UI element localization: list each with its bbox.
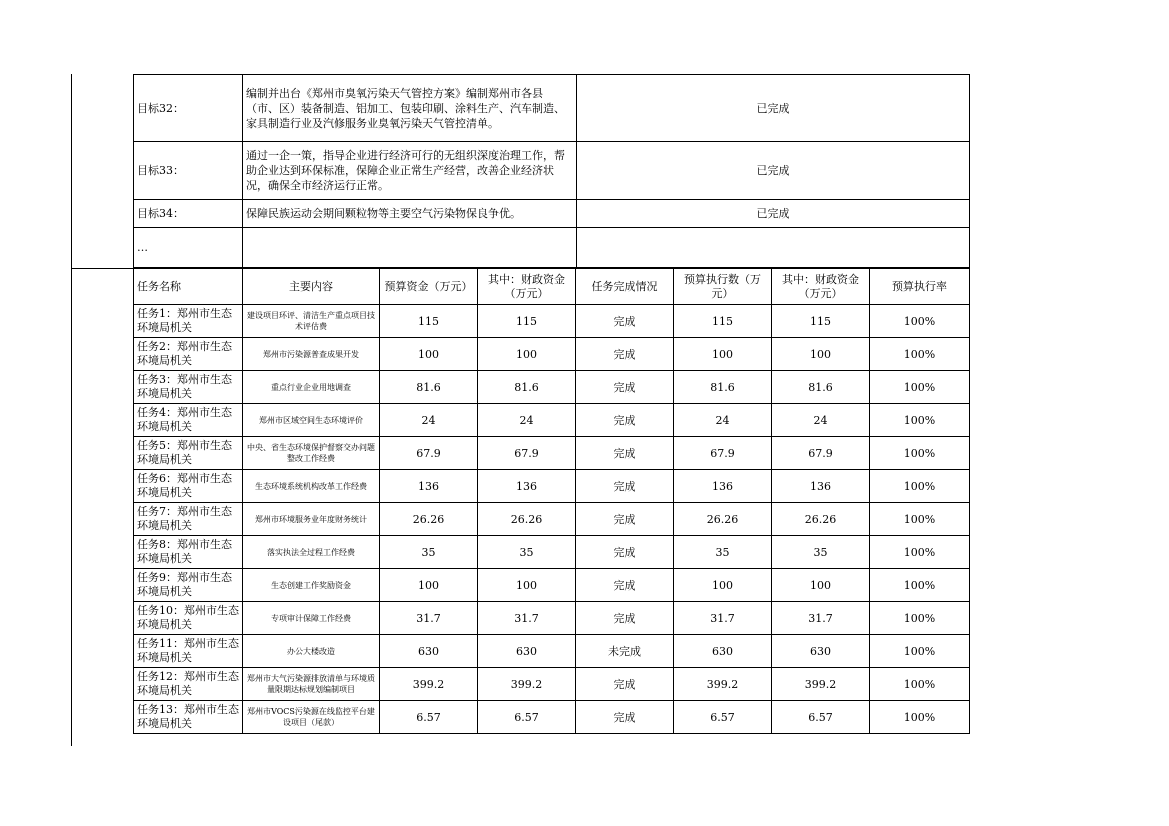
task-exec: 67.9 [674, 437, 772, 470]
goal-status: 已完成 [577, 142, 970, 200]
task-exec-fiscal: 399.2 [772, 668, 870, 701]
task-completion: 完成 [576, 503, 674, 536]
task-name: 任务12：郑州市生态环境局机关 [134, 668, 243, 701]
task-content: 郑州市VOCS污染源在线监控平台建设项目（尾款） [243, 701, 380, 734]
task-row [134, 503, 970, 536]
goal-status: 已完成 [577, 200, 970, 228]
goal-status: 已完成 [577, 75, 970, 142]
task-fiscal: 399.2 [478, 668, 576, 701]
task-budget: 630 [380, 635, 478, 668]
goal-row [134, 200, 970, 228]
task-row [134, 305, 970, 338]
task-name: 任务2：郑州市生态环境局机关 [134, 338, 243, 371]
task-name: 任务11：郑州市生态环境局机关 [134, 635, 243, 668]
task-name: 任务9：郑州市生态环境局机关 [134, 569, 243, 602]
task-row [134, 602, 970, 635]
task-rate: 100% [870, 503, 970, 536]
task-exec-fiscal: 630 [772, 635, 870, 668]
task-rate: 100% [870, 701, 970, 734]
task-content: 重点行业企业用地调查 [243, 371, 380, 404]
task-exec-fiscal: 100 [772, 569, 870, 602]
task-header-row [134, 269, 970, 305]
task-row [134, 338, 970, 371]
task-content: 专项审计保障工作经费 [243, 602, 380, 635]
task-fiscal: 35 [478, 536, 576, 569]
task-fiscal: 31.7 [478, 602, 576, 635]
task-exec-fiscal: 136 [772, 470, 870, 503]
task-completion: 完成 [576, 536, 674, 569]
task-fiscal: 67.9 [478, 437, 576, 470]
header-content: 主要内容 [243, 269, 380, 305]
task-budget: 35 [380, 536, 478, 569]
task-fiscal: 115 [478, 305, 576, 338]
task-exec: 100 [674, 338, 772, 371]
task-budget: 24 [380, 404, 478, 437]
task-completion: 完成 [576, 371, 674, 404]
task-rate: 100% [870, 470, 970, 503]
task-content: 生态创建工作奖励资金 [243, 569, 380, 602]
task-content: 生态环境系统机构改革工作经费 [243, 470, 380, 503]
task-exec: 136 [674, 470, 772, 503]
task-fiscal: 6.57 [478, 701, 576, 734]
task-budget: 6.57 [380, 701, 478, 734]
task-row [134, 437, 970, 470]
task-exec-fiscal: 31.7 [772, 602, 870, 635]
goal-content: 保障民族运动会期间颗粒物等主要空气污染物保良争优。 [243, 200, 577, 228]
task-name: 任务4：郑州市生态环境局机关 [134, 404, 243, 437]
task-name: 任务3：郑州市生态环境局机关 [134, 371, 243, 404]
goal-label: 目标32： [134, 75, 243, 142]
goal-label: … [134, 228, 243, 268]
task-name: 任务6：郑州市生态环境局机关 [134, 470, 243, 503]
task-rate: 100% [870, 305, 970, 338]
task-completion: 完成 [576, 668, 674, 701]
task-rate: 100% [870, 437, 970, 470]
goal-row [134, 142, 970, 200]
task-content: 落实执法全过程工作经费 [243, 536, 380, 569]
task-exec: 31.7 [674, 602, 772, 635]
task-budget: 67.9 [380, 437, 478, 470]
section-divider-line [71, 268, 133, 269]
task-completion: 完成 [576, 470, 674, 503]
goal-label: 目标34： [134, 200, 243, 228]
task-row [134, 371, 970, 404]
task-row [134, 569, 970, 602]
task-budget: 81.6 [380, 371, 478, 404]
task-name: 任务1：郑州市生态环境局机关 [134, 305, 243, 338]
task-budget: 115 [380, 305, 478, 338]
task-exec-fiscal: 67.9 [772, 437, 870, 470]
task-rate: 100% [870, 536, 970, 569]
task-content: 建设项目环评、清洁生产重点项目技术评估费 [243, 305, 380, 338]
task-content: 郑州市大气污染源排放清单与环境质量限期达标规划编制项目 [243, 668, 380, 701]
task-fiscal: 81.6 [478, 371, 576, 404]
goal-content [243, 228, 577, 268]
task-exec: 35 [674, 536, 772, 569]
task-completion: 完成 [576, 602, 674, 635]
task-exec-fiscal: 6.57 [772, 701, 870, 734]
task-budget: 100 [380, 569, 478, 602]
header-rate: 预算执行率 [870, 269, 970, 305]
header-task-name: 任务名称 [134, 269, 243, 305]
task-completion: 完成 [576, 701, 674, 734]
task-row [134, 635, 970, 668]
task-completion: 完成 [576, 338, 674, 371]
task-rate: 100% [870, 602, 970, 635]
header-exec-fiscal: 其中：财政资金（万元） [772, 269, 870, 305]
task-content: 中央、省生态环境保护督察交办问题整改工作经费 [243, 437, 380, 470]
task-rate: 100% [870, 371, 970, 404]
header-exec: 预算执行数（万元） [674, 269, 772, 305]
task-exec-fiscal: 24 [772, 404, 870, 437]
task-content: 办公大楼改造 [243, 635, 380, 668]
task-completion: 完成 [576, 437, 674, 470]
task-exec: 24 [674, 404, 772, 437]
task-exec-fiscal: 115 [772, 305, 870, 338]
header-fiscal: 其中：财政资金（万元） [478, 269, 576, 305]
task-exec: 115 [674, 305, 772, 338]
task-name: 任务7：郑州市生态环境局机关 [134, 503, 243, 536]
task-row [134, 668, 970, 701]
task-row [134, 536, 970, 569]
task-name: 任务5：郑州市生态环境局机关 [134, 437, 243, 470]
task-content: 郑州市环境服务业年度财务统计 [243, 503, 380, 536]
task-content: 郑州市污染源普查成果开发 [243, 338, 380, 371]
task-fiscal: 26.26 [478, 503, 576, 536]
task-fiscal: 630 [478, 635, 576, 668]
task-exec-fiscal: 26.26 [772, 503, 870, 536]
goal-row [134, 228, 970, 268]
goal-content: 通过一企一策，指导企业进行经济可行的无组织深度治理工作，帮助企业达到环保标准，保障企业正常生产经营，改善企业经济状况，确保全市经济运行正常。 [243, 142, 577, 200]
goals-table [133, 74, 970, 268]
task-rate: 100% [870, 569, 970, 602]
task-row [134, 701, 970, 734]
task-budget: 100 [380, 338, 478, 371]
task-exec: 26.26 [674, 503, 772, 536]
task-exec: 6.57 [674, 701, 772, 734]
left-border-line [71, 74, 72, 746]
task-rate: 100% [870, 635, 970, 668]
task-rate: 100% [870, 404, 970, 437]
task-content: 郑州市区域空间生态环境评价 [243, 404, 380, 437]
task-fiscal: 100 [478, 338, 576, 371]
task-fiscal: 100 [478, 569, 576, 602]
task-completion: 完成 [576, 305, 674, 338]
task-row [134, 470, 970, 503]
task-exec: 399.2 [674, 668, 772, 701]
goal-row [134, 75, 970, 142]
task-budget: 399.2 [380, 668, 478, 701]
header-completion: 任务完成情况 [576, 269, 674, 305]
task-fiscal: 136 [478, 470, 576, 503]
task-exec: 81.6 [674, 371, 772, 404]
task-fiscal: 24 [478, 404, 576, 437]
task-rate: 100% [870, 338, 970, 371]
task-exec-fiscal: 100 [772, 338, 870, 371]
task-rate: 100% [870, 668, 970, 701]
task-budget: 26.26 [380, 503, 478, 536]
task-completion: 完成 [576, 569, 674, 602]
goal-status [577, 228, 970, 268]
goal-content: 编制并出台《郑州市臭氧污染天气管控方案》编制郑州市各县（市、区）装备制造、铝加工、包装印刷、涂料生产、汽车制造、家具制造行业及汽修服务业臭氧污染天气管控清单。 [243, 75, 577, 142]
task-exec-fiscal: 35 [772, 536, 870, 569]
tasks-table [133, 268, 970, 734]
task-name: 任务8：郑州市生态环境局机关 [134, 536, 243, 569]
task-completion: 完成 [576, 404, 674, 437]
task-row [134, 404, 970, 437]
task-completion: 未完成 [576, 635, 674, 668]
goal-label: 目标33： [134, 142, 243, 200]
task-exec-fiscal: 81.6 [772, 371, 870, 404]
task-budget: 31.7 [380, 602, 478, 635]
task-name: 任务13：郑州市生态环境局机关 [134, 701, 243, 734]
task-budget: 136 [380, 470, 478, 503]
task-name: 任务10：郑州市生态环境局机关 [134, 602, 243, 635]
header-budget: 预算资金（万元） [380, 269, 478, 305]
task-exec: 100 [674, 569, 772, 602]
task-exec: 630 [674, 635, 772, 668]
